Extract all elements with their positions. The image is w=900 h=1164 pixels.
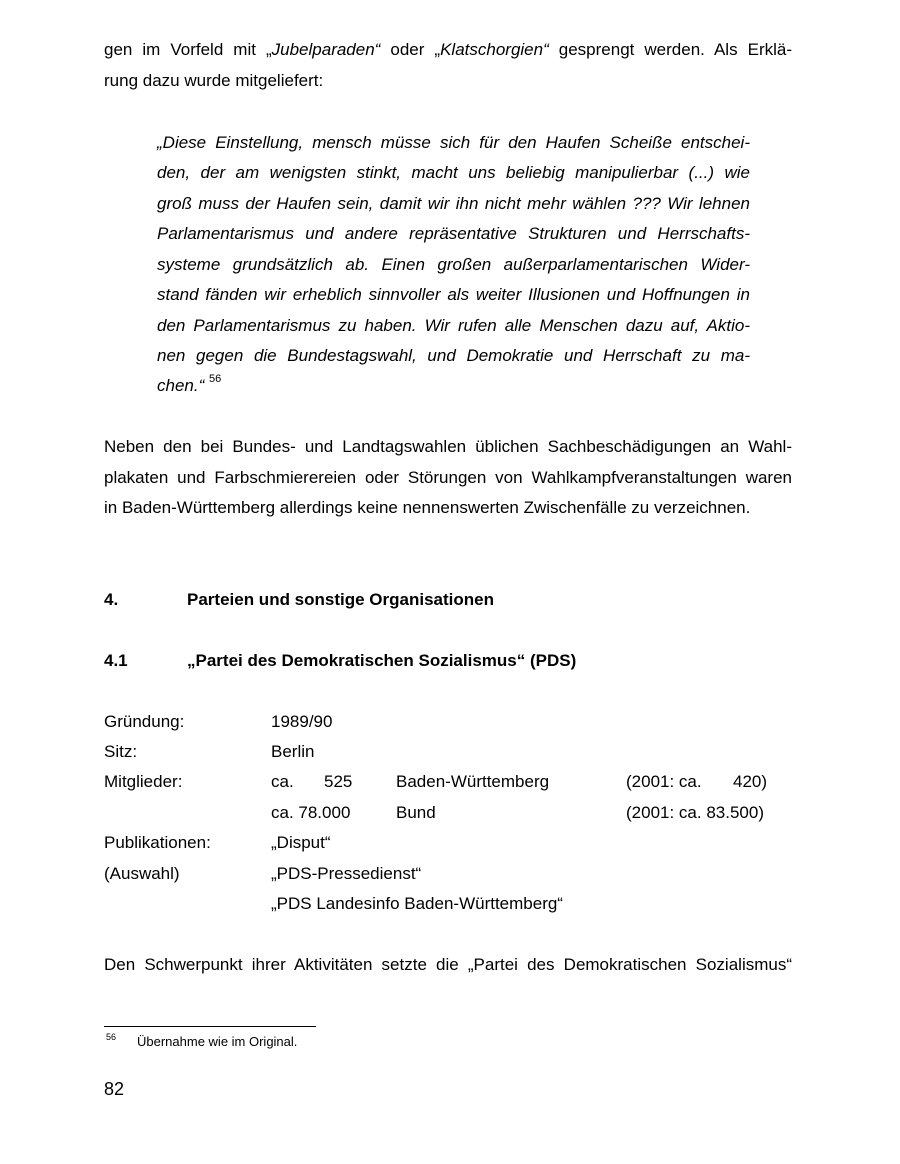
seat-value: Berlin	[271, 742, 315, 761]
quote-line: den, der am wenigsten stinkt, macht uns beliebig manipulierbar (...) wie	[157, 163, 750, 182]
footnote-text: Übernahme wie im Original.	[137, 1034, 298, 1049]
para2-line: plakaten und Farbschmierereien oder Störungen von Wahlkampfveranstaltungen waren	[104, 468, 792, 487]
members-count: 525	[324, 772, 353, 791]
members-ca: ca. 78.000	[271, 803, 351, 822]
intro-italic-1: Jubelparaden“	[271, 40, 381, 59]
quote-line: systeme grundsätzlich ab. Einen großen außerparlamentarischen Wider-	[157, 255, 750, 274]
members-region: Bund	[396, 803, 436, 822]
quote-last-text: chen.“	[157, 376, 205, 395]
publication-item: „PDS-Pressedienst“	[271, 864, 422, 883]
page-number: 82	[104, 1079, 125, 1099]
publications-label: Publikationen:	[104, 833, 211, 852]
members-prev-value: 420)	[733, 772, 768, 791]
intro-text: gen im Vorfeld mit „	[104, 40, 272, 59]
intro-text: oder „	[380, 40, 441, 59]
section-4-1-number: 4.1	[104, 651, 128, 670]
section-4-number: 4.	[104, 590, 119, 609]
section-4-1-title: „Partei des Demokratischen Sozialismus“ (PDS)	[187, 651, 577, 670]
members-ca: ca.	[271, 772, 294, 791]
intro-line-1	[104, 40, 792, 60]
publication-item: „PDS Landesinfo Baden-Württemberg“	[271, 894, 563, 913]
para3-line: Den Schwerpunkt ihrer Aktivitäten setzte die „Partei des Demokratischen Sozialismus“	[104, 955, 792, 974]
members-prev: (2001: ca. 83.500)	[626, 803, 764, 822]
publications-sublabel: (Auswahl)	[104, 864, 180, 883]
footnote-reference[interactable]: 56	[208, 373, 222, 385]
quote-line: stand fänden wir erheblich sinnvoller als weiter Illusionen und Hoffnungen in	[157, 285, 750, 304]
publication-item: „Disput“	[271, 833, 331, 852]
seat-label: Sitz:	[104, 742, 138, 761]
quote-line: „Diese Einstellung, mensch müsse sich für den Haufen Scheiße entschei-	[157, 133, 750, 152]
members-region: Baden-Württemberg	[396, 772, 550, 791]
quote-line: groß muss der Haufen sein, damit wir ihn nicht mehr wählen ??? Wir lehnen	[157, 194, 750, 213]
members-prev: (2001: ca.	[626, 772, 702, 791]
footnote-divider	[104, 1026, 316, 1027]
para2-last-line: in Baden-Württemberg allerdings keine nennenswerten Zwischenfälle zu verzeichnen.	[104, 498, 751, 517]
intro-line-2: rung dazu wurde mitgeliefert:	[104, 71, 324, 90]
footnote-number: 56	[106, 1032, 117, 1042]
quote-last-line	[157, 373, 222, 396]
section-4-title: Parteien und sonstige Organisationen	[187, 590, 494, 609]
para2-line: Neben den bei Bundes- und Landtagswahlen üblichen Sachbeschädigungen an Wahl-	[104, 437, 792, 456]
members-label: Mitglieder:	[104, 772, 183, 791]
founding-value: 1989/90	[271, 712, 333, 731]
founding-label: Gründung:	[104, 712, 185, 731]
intro-italic-2: Klatschorgien“	[440, 40, 549, 59]
quote-line: den Parlamentarismus zu haben. Wir rufen alle Menschen dazu auf, Aktio-	[157, 316, 750, 335]
quote-line: nen gegen die Bundestagswahl, und Demokratie und Herrschaft zu ma-	[157, 346, 750, 365]
quote-line: Parlamentarismus und andere repräsentative Strukturen und Herrschafts-	[157, 224, 750, 243]
intro-text: gesprengt werden. Als Erklä-	[548, 40, 792, 59]
